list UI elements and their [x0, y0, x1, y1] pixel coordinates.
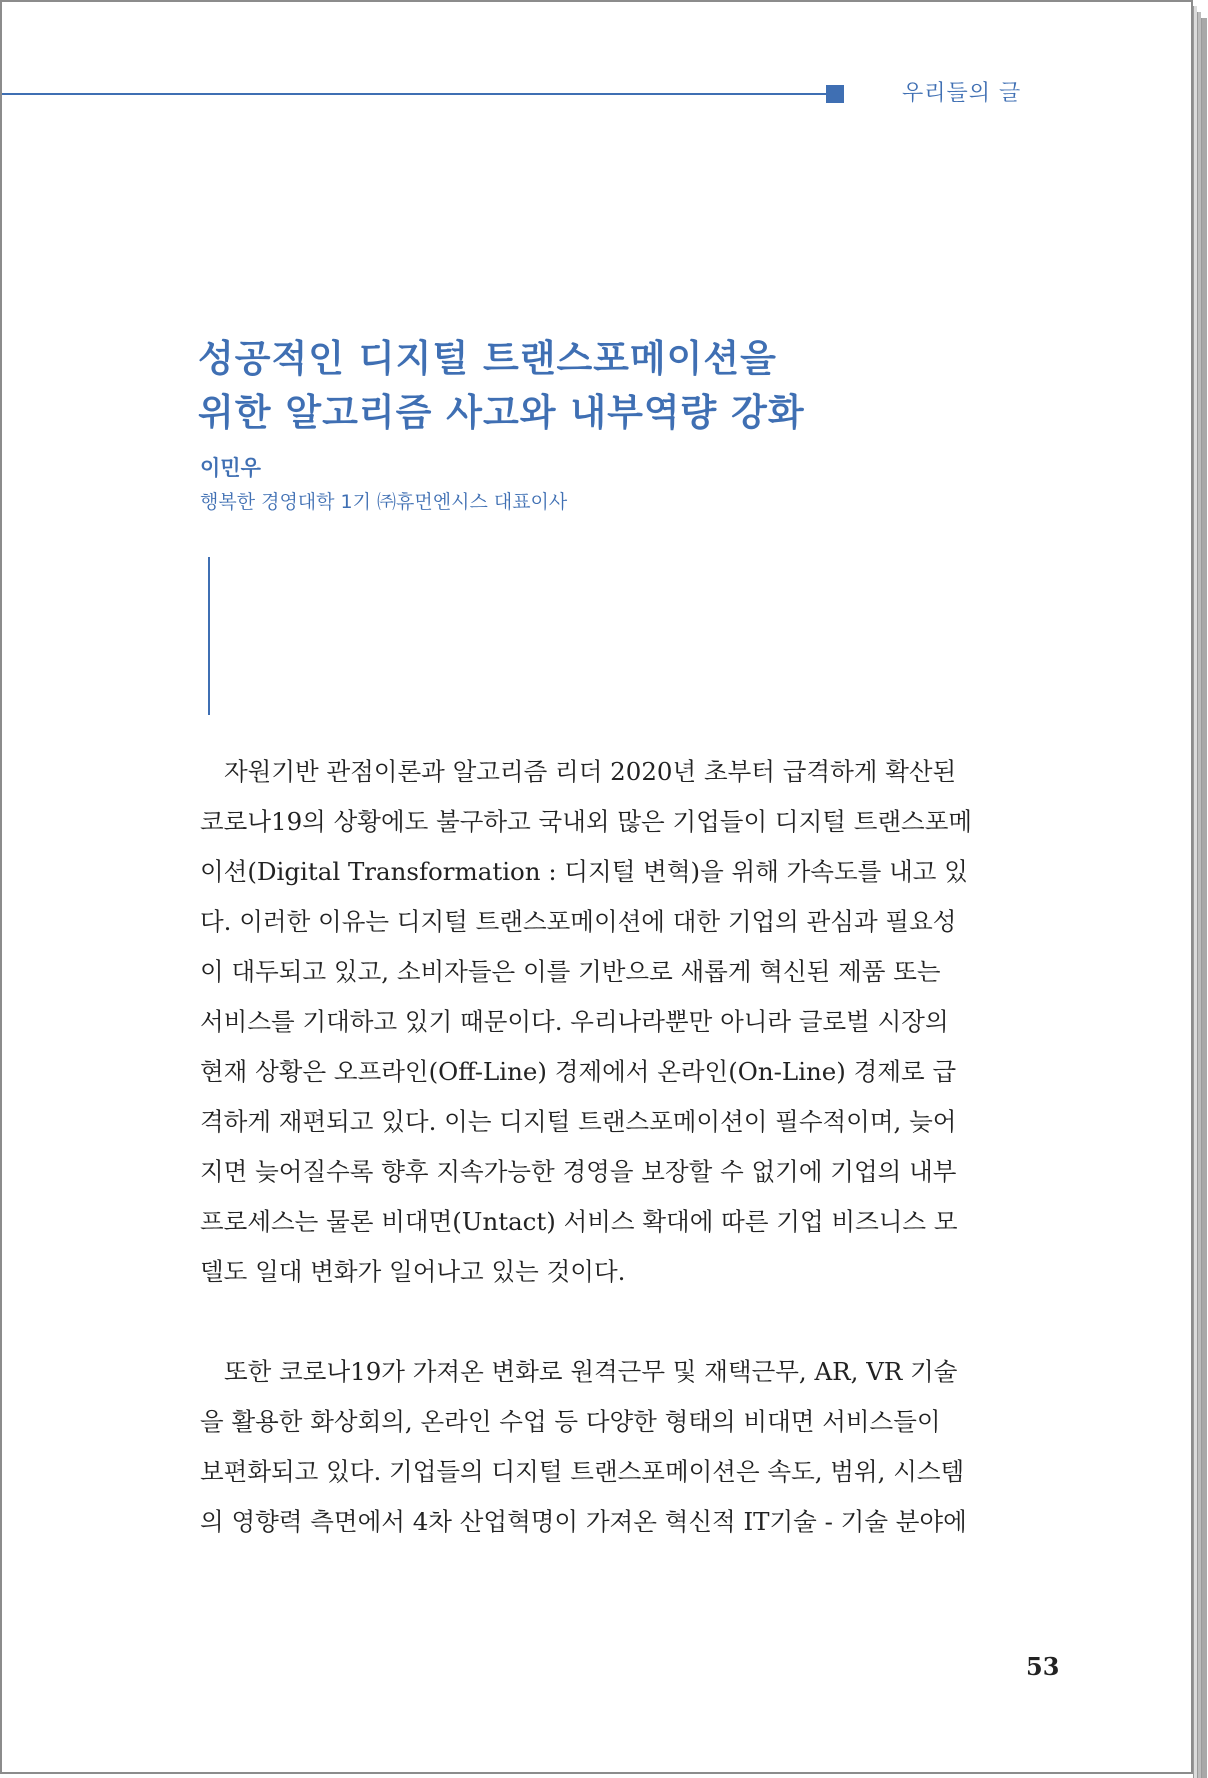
header-rule: [2, 93, 828, 95]
title-line: 위한 알고리즘 사고와 내부역량 강화: [198, 391, 805, 434]
text-line: 을 활용한 화상회의, 온라인 수업 등 다양한 형태의 비대면 서비스들이: [200, 1407, 941, 1436]
text-line: 이 대두되고 있고, 소비자들은 이를 기반으로 새롭게 혁신된 제품 또는: [200, 957, 941, 986]
text-line: 의 영향력 측면에서 4차 산업혁명이 가져온 혁신적 IT기술 - 기술 분야에: [200, 1507, 967, 1536]
text-line: 보편화되고 있다. 기업들의 디지털 트랜스포메이션은 속도, 범위, 시스템: [200, 1457, 965, 1486]
page-edge: [1201, 18, 1207, 1778]
text-line: 프로세스는 물론 비대면(Untact) 서비스 확대에 따른 기업 비즈니스 모: [200, 1207, 958, 1236]
text-line: 이션(Digital Transformation : 디지털 변혁)을 위해 가속도를 내고 있: [200, 857, 968, 886]
text-line: 격하게 재편되고 있다. 이는 디지털 트랜스포메이션이 필수적이며, 늦어: [200, 1107, 957, 1136]
author-affiliation: 행복한 경영대학 1기 ㈜휴먼엔시스 대표이사: [200, 491, 568, 513]
header-square-marker: [826, 85, 844, 103]
text-line: 서비스를 기대하고 있기 때문이다. 우리나라뿐만 아니라 글로벌 시장의: [200, 1007, 949, 1036]
title-line: 성공적인 디지털 트랜스포메이션을: [198, 337, 777, 380]
decorative-vertical-bar: [208, 557, 210, 715]
page-number: 53: [1026, 1652, 1060, 1681]
text-line: 현재 상황은 오프라인(Off-Line) 경제에서 온라인(On-Line) 경제로 급: [200, 1057, 957, 1086]
section-label: 우리들의 글: [902, 81, 1022, 106]
text-line: 지면 늦어질수록 향후 지속가능한 경영을 보장할 수 없기에 기업의 내부: [200, 1157, 957, 1186]
text-line: 다. 이러한 이유는 디지털 트랜스포메이션에 대한 기업의 관심과 필요성: [200, 907, 957, 936]
text-line: 또한 코로나19가 가져온 변화로 원격근무 및 재택근무, AR, VR 기술: [224, 1357, 958, 1386]
text-line: 자원기반 관점이론과 알고리즘 리더 2020년 초부터 급격하게 확산된: [224, 757, 957, 786]
body-paragraph-1: [200, 747, 1060, 1297]
body-paragraph-2: [200, 1347, 1060, 1547]
author-name: 이민우: [200, 456, 261, 480]
article-title: [198, 332, 805, 440]
text-line: 델도 일대 변화가 일어나고 있는 것이다.: [200, 1257, 626, 1286]
text-line: 코로나19의 상황에도 불구하고 국내외 많은 기업들이 디지털 트랜스포메: [200, 807, 973, 836]
